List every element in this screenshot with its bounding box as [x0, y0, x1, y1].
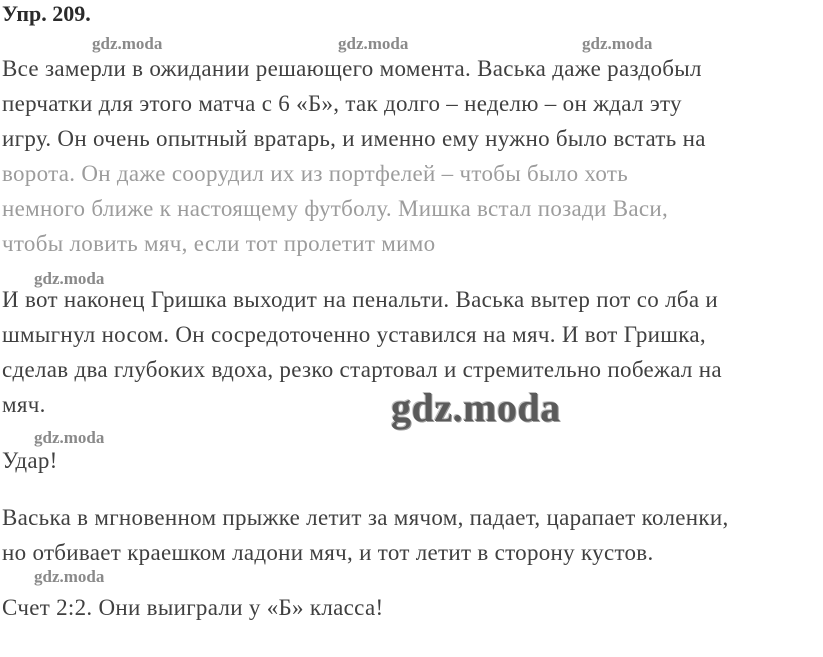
text-line: сделав два глубоких вдоха, резко стартовал и стремительно побежал на — [2, 357, 722, 382]
text-line: но отбивает краешком ладони мяч, и тот летит в сторону кустов. — [2, 540, 654, 565]
text-line: чтобы ловить мяч, если тот пролетит мимо — [2, 231, 436, 256]
text-line: ворота. Он даже соорудил их из портфелей – чтобы было хоть — [2, 161, 628, 186]
watermark: gdz.moda — [338, 34, 409, 53]
text-line: шмыгнул носом. Он сосредоточенно уставился на мяч. И вот Гришка, — [2, 322, 706, 347]
text-line: мяч. — [2, 392, 46, 417]
text-line: И вот наконец Гришка выходит на пенальти. Васька вытер пот со лба и — [2, 287, 719, 312]
text-line: Васька в мгновенном прыжке летит за мячом, падает, царапает коленки, — [2, 505, 729, 530]
text-line: Счет 2:2. Они выиграли у «Б» класса! — [2, 595, 384, 620]
watermark: gdz.moda — [92, 34, 163, 53]
text-line: Удар! — [2, 448, 58, 473]
text-line: Все замерли в ожидании решающего момента. Васька даже раздобыл — [2, 56, 702, 81]
watermark-large: gdz.moda — [391, 385, 561, 430]
text-line: перчатки для этого матча с 6 «Б», так долго – неделю – он ждал эту — [2, 91, 682, 116]
exercise-title: Упр. 209. — [2, 1, 91, 26]
text-line: немного ближе к настоящему футболу. Мишка встал позади Васи, — [2, 196, 669, 221]
watermark: gdz.moda — [34, 428, 105, 447]
watermark: gdz.moda — [582, 34, 653, 53]
text-line: игру. Он очень опытный вратарь, и именно ему нужно было встать на — [2, 126, 706, 151]
watermark: gdz.moda — [34, 567, 105, 586]
watermark: gdz.moda — [34, 269, 105, 288]
